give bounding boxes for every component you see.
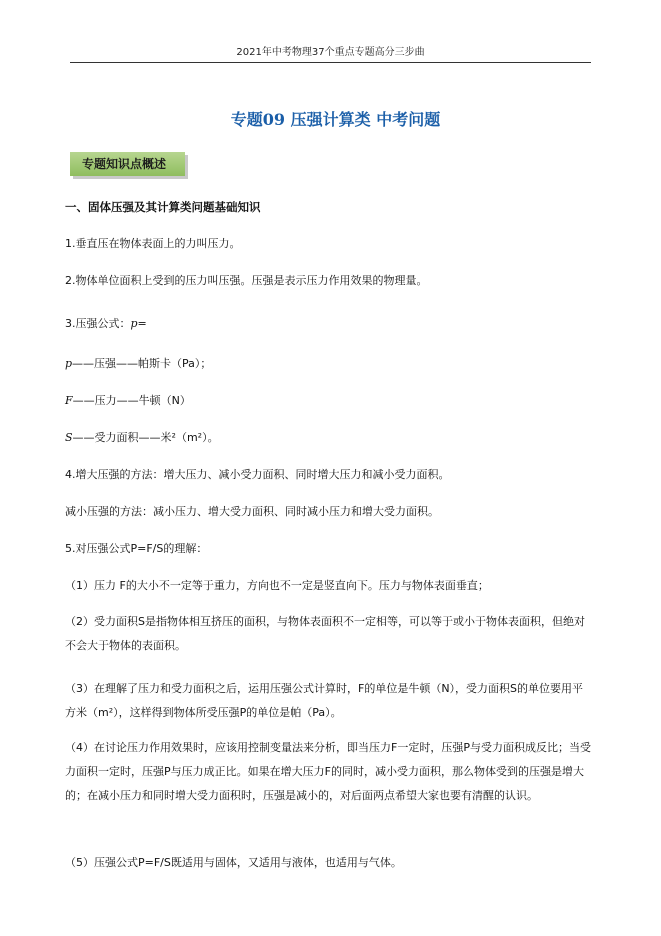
- formula-label: 3.压强公式：: [65, 317, 131, 330]
- paragraph-1: 1.垂直压在物体表面上的力叫压力。: [65, 237, 241, 250]
- document-title: 专题09 压强计算类 中考问题: [230, 110, 441, 129]
- paragraph-4: 4.增大压强的方法：增大压力、减小受力面积、同时增大压力和减小受力面积。: [65, 468, 450, 481]
- paragraph-5: 减小压强的方法：减小压力、增大受力面积、同时减小压力和增大受力面积。: [65, 505, 439, 518]
- pressure-definition: ——压强——帕斯卡（Pa）；: [72, 357, 212, 370]
- list-item-1: （1）压力 F的大小不一定等于重力，方向也不一定是竖直向下。压力与物体表面垂直；: [65, 579, 489, 592]
- area-definition: ——受力面积——米²（m²）。: [72, 431, 219, 444]
- definition-pressure: [65, 353, 593, 374]
- pressure-symbol: p: [65, 357, 73, 370]
- paragraph-2: 2.物体单位面积上受到的压力叫压强。压强是表示压力作用效果的物理量。: [65, 274, 428, 287]
- running-header: 2021年中考物理37个重点专题高分三步曲: [236, 47, 425, 58]
- list-item-5: （5）压强公式P=F/S既适用与固体，又适用与液体，也适用与气体。: [65, 856, 402, 869]
- header-divider: [70, 62, 591, 63]
- paragraph-formula: [65, 313, 593, 334]
- list-item-2: （2）受力面积S是指物体相互挤压的面积，与物体表面积不一定相等，可以等于或小于物体表面积，但绝对不会大于物体的表面积。: [65, 615, 585, 652]
- force-symbol: F: [65, 394, 73, 407]
- definition-force: [65, 390, 593, 411]
- list-item-3: （3）在理解了压力和受力面积之后，运用压强公式计算时，F的单位是牛顿（N），受力面积S的单位要用平方米（m²），这样得到物体所受压强P的单位是帕（Pa）。: [65, 682, 584, 719]
- list-item-4: （4）在讨论压力作用效果时，应该用控制变量法来分析，即当压力F一定时，压强P与受力面积成反比；当受力面积一定时，压强P与压力成正比。如果在增大压力F的同时，减小受力面积，那么物体受到的压强是增大的；在减小压力和同时增大受力面积时，压强是减小的，对后面两点希望大家也要有清醒的认识。: [65, 741, 591, 802]
- force-definition: ——压力——牛顿（N）: [72, 394, 191, 407]
- pressure-formula: p=: [130, 317, 147, 330]
- section-heading: 一、固体压强及其计算类问题基础知识: [65, 200, 261, 214]
- section-tag: 专题知识点概述: [70, 152, 185, 176]
- definition-area: [65, 427, 593, 448]
- area-symbol: S: [65, 431, 73, 444]
- paragraph-6: 5.对压强公式P=F/S的理解：: [65, 542, 208, 555]
